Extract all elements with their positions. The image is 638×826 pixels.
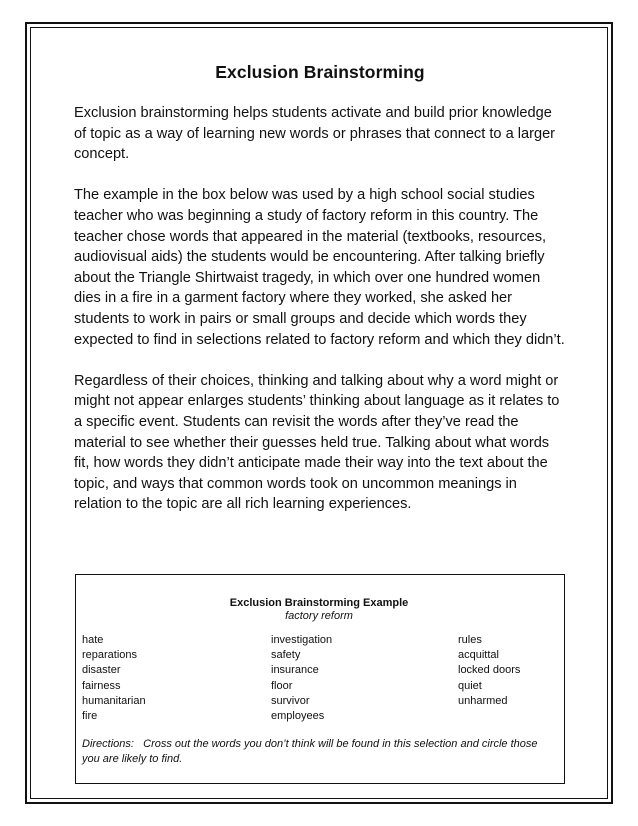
word-item: acquittal <box>458 649 499 662</box>
paragraph-discussion: Regardless of their choices, thinking and talking about why a word might or might not appear enlarges students’ thinking about language as it relates to a specific event. Students can revisit the words after they’ve read the material to see whether their guesses held true. Talking about what words fit, how words they didn’t anticipate made their way into the text about the topic, and ways that common words took on uncommon meanings in relation to the topic are all rich learning experiences. <box>74 372 560 513</box>
word-item: insurance <box>271 664 319 677</box>
word-item: hate <box>82 634 104 646</box>
document-body <box>74 62 566 535</box>
word-item: locked doors <box>458 664 521 677</box>
word-column-1 <box>82 633 271 724</box>
word-item: reparations <box>82 649 138 662</box>
word-item: quiet <box>458 679 482 692</box>
word-item: fairness <box>82 679 121 692</box>
paragraph-example-description: The example in the box below was used by a high school social studies teacher who was beginning a study of factory reform in this country. The teacher chose words that appeared in the material (textbooks, resources, audiovisual aids) the students would be encountering. After talking briefly about the Triangle Shirtwaist tragedy, in which over one hundred women dies in a fire in a garment factory where they worked, she asked her students to work in pairs or small groups and decide which words they expected to find in selections related to factory reform and which they didn’t. <box>74 187 565 348</box>
example-subtitle: factory reform <box>285 610 353 622</box>
word-item: humanitarian <box>82 694 146 707</box>
word-grid <box>82 633 556 724</box>
word-item: safety <box>271 649 301 662</box>
word-column-2 <box>271 633 458 724</box>
word-item: employees <box>271 710 325 723</box>
word-item: fire <box>82 710 98 723</box>
directions-label: Directions: <box>82 738 134 751</box>
word-item: disaster <box>82 664 121 677</box>
directions-text: Cross out the words you don’t think will be found in this selection and circle those you are likely to find. <box>82 738 538 766</box>
word-item: investigation <box>271 634 333 646</box>
directions <box>82 737 556 767</box>
word-item: unharmed <box>458 694 508 707</box>
example-box <box>75 574 565 784</box>
example-title: Exclusion Brainstorming Example <box>229 597 409 609</box>
word-item: rules <box>458 634 482 646</box>
word-item: floor <box>271 679 293 692</box>
page-title: Exclusion Brainstorming <box>215 62 425 82</box>
word-column-3 <box>458 633 520 724</box>
word-item: survivor <box>271 694 310 707</box>
paragraph-intro: Exclusion brainstorming helps students activate and build prior knowledge of topic as a way of learning new words or phrases that connect to a larger concept. <box>74 105 556 163</box>
